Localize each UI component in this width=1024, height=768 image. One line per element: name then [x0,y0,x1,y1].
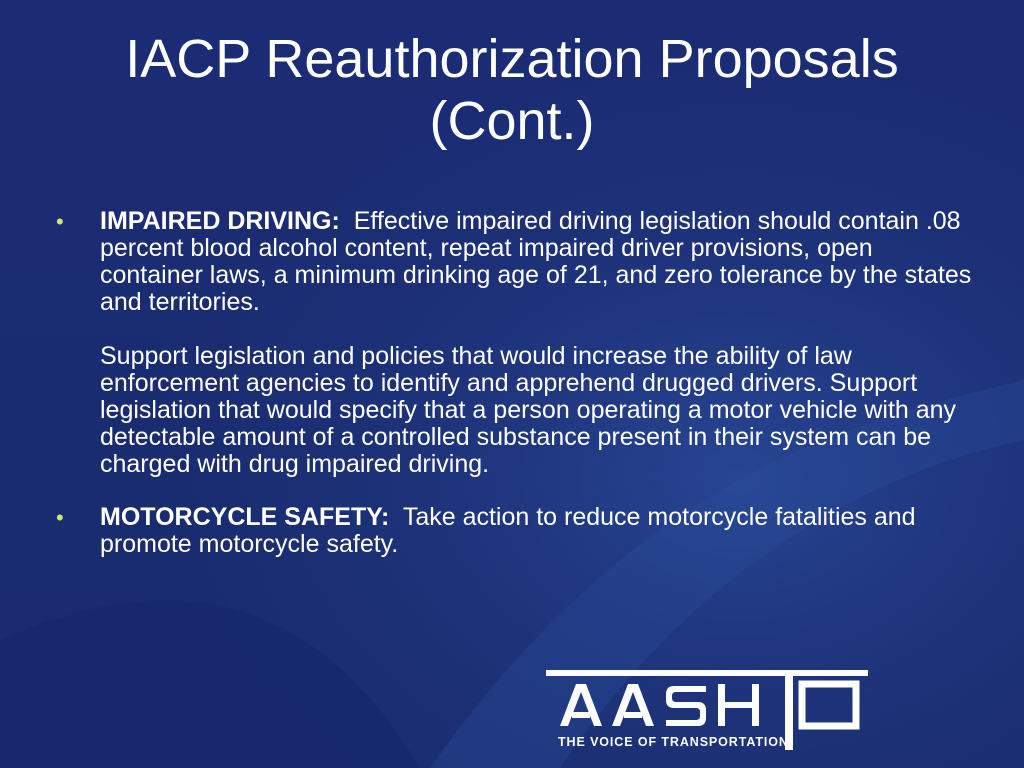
bullet-motorcycle-safety [56,504,976,558]
bullet-text: Take action to reduce motorcycle fatalities and promote motorcycle safety. [100,503,916,558]
slide-title-line-2: (Cont.) [429,91,595,151]
bullet-list [56,208,976,558]
bullet-paragraph [100,504,976,558]
bullet-paragraph-2: Support legislation and policies that would increase the ability of law enforcement agencies to identify and apprehend drugged drivers. Support legislation that would specify that a person operating a motor vehicle with any detectable amount of a controlled substance present in their system can be charged with drug impaired driving. [100,342,957,478]
bullet-dot-icon: • [56,209,64,234]
bullet-text: Effective impaired driving legislation should contain .08 percent blood alcohol content, repeat impaired driver provisions, open container laws, a minimum drinking age of 21, and zero tolerance by the states and territories. [100,207,972,316]
bullet-impaired-driving [56,208,976,478]
aashto-logo [546,668,868,758]
bullet-heading: IMPAIRED DRIVING: [100,207,340,235]
slide-title [0,28,1024,152]
bullet-paragraph [100,208,976,316]
logo-tagline: THE VOICE OF TRANSPORTATION [558,735,789,749]
bullet-dot-icon: • [56,505,64,530]
bullet-heading: MOTORCYCLE SAFETY: [100,503,390,531]
slide-title-line-1: IACP Reauthorization Proposals [125,29,899,89]
